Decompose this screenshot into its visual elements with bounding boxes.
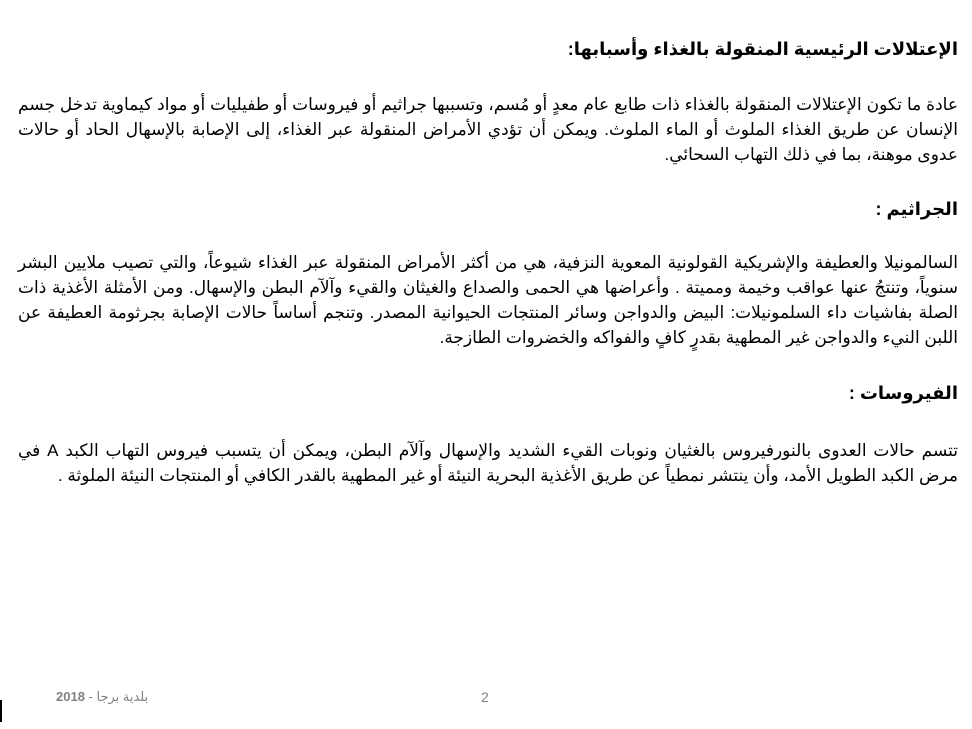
main-heading: الإعتلالات الرئيسية المنقولة بالغذاء وأسبابها: <box>567 39 958 59</box>
bacteria-heading: الجراثيم : <box>875 199 958 219</box>
document-body <box>18 36 958 488</box>
bacteria-paragraph: السالمونيلا والعطيفة والإشريكية القولونية المعوية النزفية، هي من أكثر الأمراض المنقولة عبر الغذاء شيوعاً، والتي تصيب ملايين البشر سنوياً، وتنتجُ عنها عواقب وخيمة ومميتة . وأعراضها هي الحمى والصداع والغيثان والقيء وآلآم البطن والإسهال. ومن الأمثلة الأغذية ذات الصلة بفاشيات داء السلمونيلات: البيض والدواجن وسائر المنتجات الحيوانية المصدر. وتنجم أساساً حالات الإصابة بجرثومة العطيفة عن اللبن النيء والدواجن غير المطهية بقدرٍ كافٍ والفواكه والخضروات الطازجة. <box>18 253 958 347</box>
viruses-heading: الفيروسات : <box>848 383 958 403</box>
intro-paragraph: عادة ما تكون الإعتلالات المنقولة بالغذاء ذات طابع عام معدٍ أو مُسم، وتسببها جراثيم أو فيروسات أو طفيليات أو مواد كيماوية تدخل جسم الإنسان عن طريق الغذاء الملوث أو الماء الملوث. ويمكن أن تؤدي الأمراض المنقولة عبر الغذاء، إلى الإصابة بالإسهال الحاد أو حالات عدوى موهنة، بما في ذلك التهاب السحائي. <box>18 95 958 164</box>
viruses-paragraph: تتسم حالات العدوى بالنورفيروس بالغثيان ونوبات القيء الشديد والإسهال وآلآم البطن، ويمكن أن يتسبب فيروس التهاب الكبد A في مرض الكبد الطويل الأمد، وأن ينتشر نمطياً عن طريق الأغذية البحرية النيئة أو غير المطهية بالقدر الكافي أو المنتجات النيئة الملوثة . <box>18 441 958 485</box>
margin-mark <box>0 700 2 722</box>
footer-year: 2018 <box>56 689 85 704</box>
page-number: 2 <box>481 689 489 705</box>
footer-municipality <box>56 689 148 705</box>
footer-municipality-name: بلدية برجا - <box>88 689 149 704</box>
